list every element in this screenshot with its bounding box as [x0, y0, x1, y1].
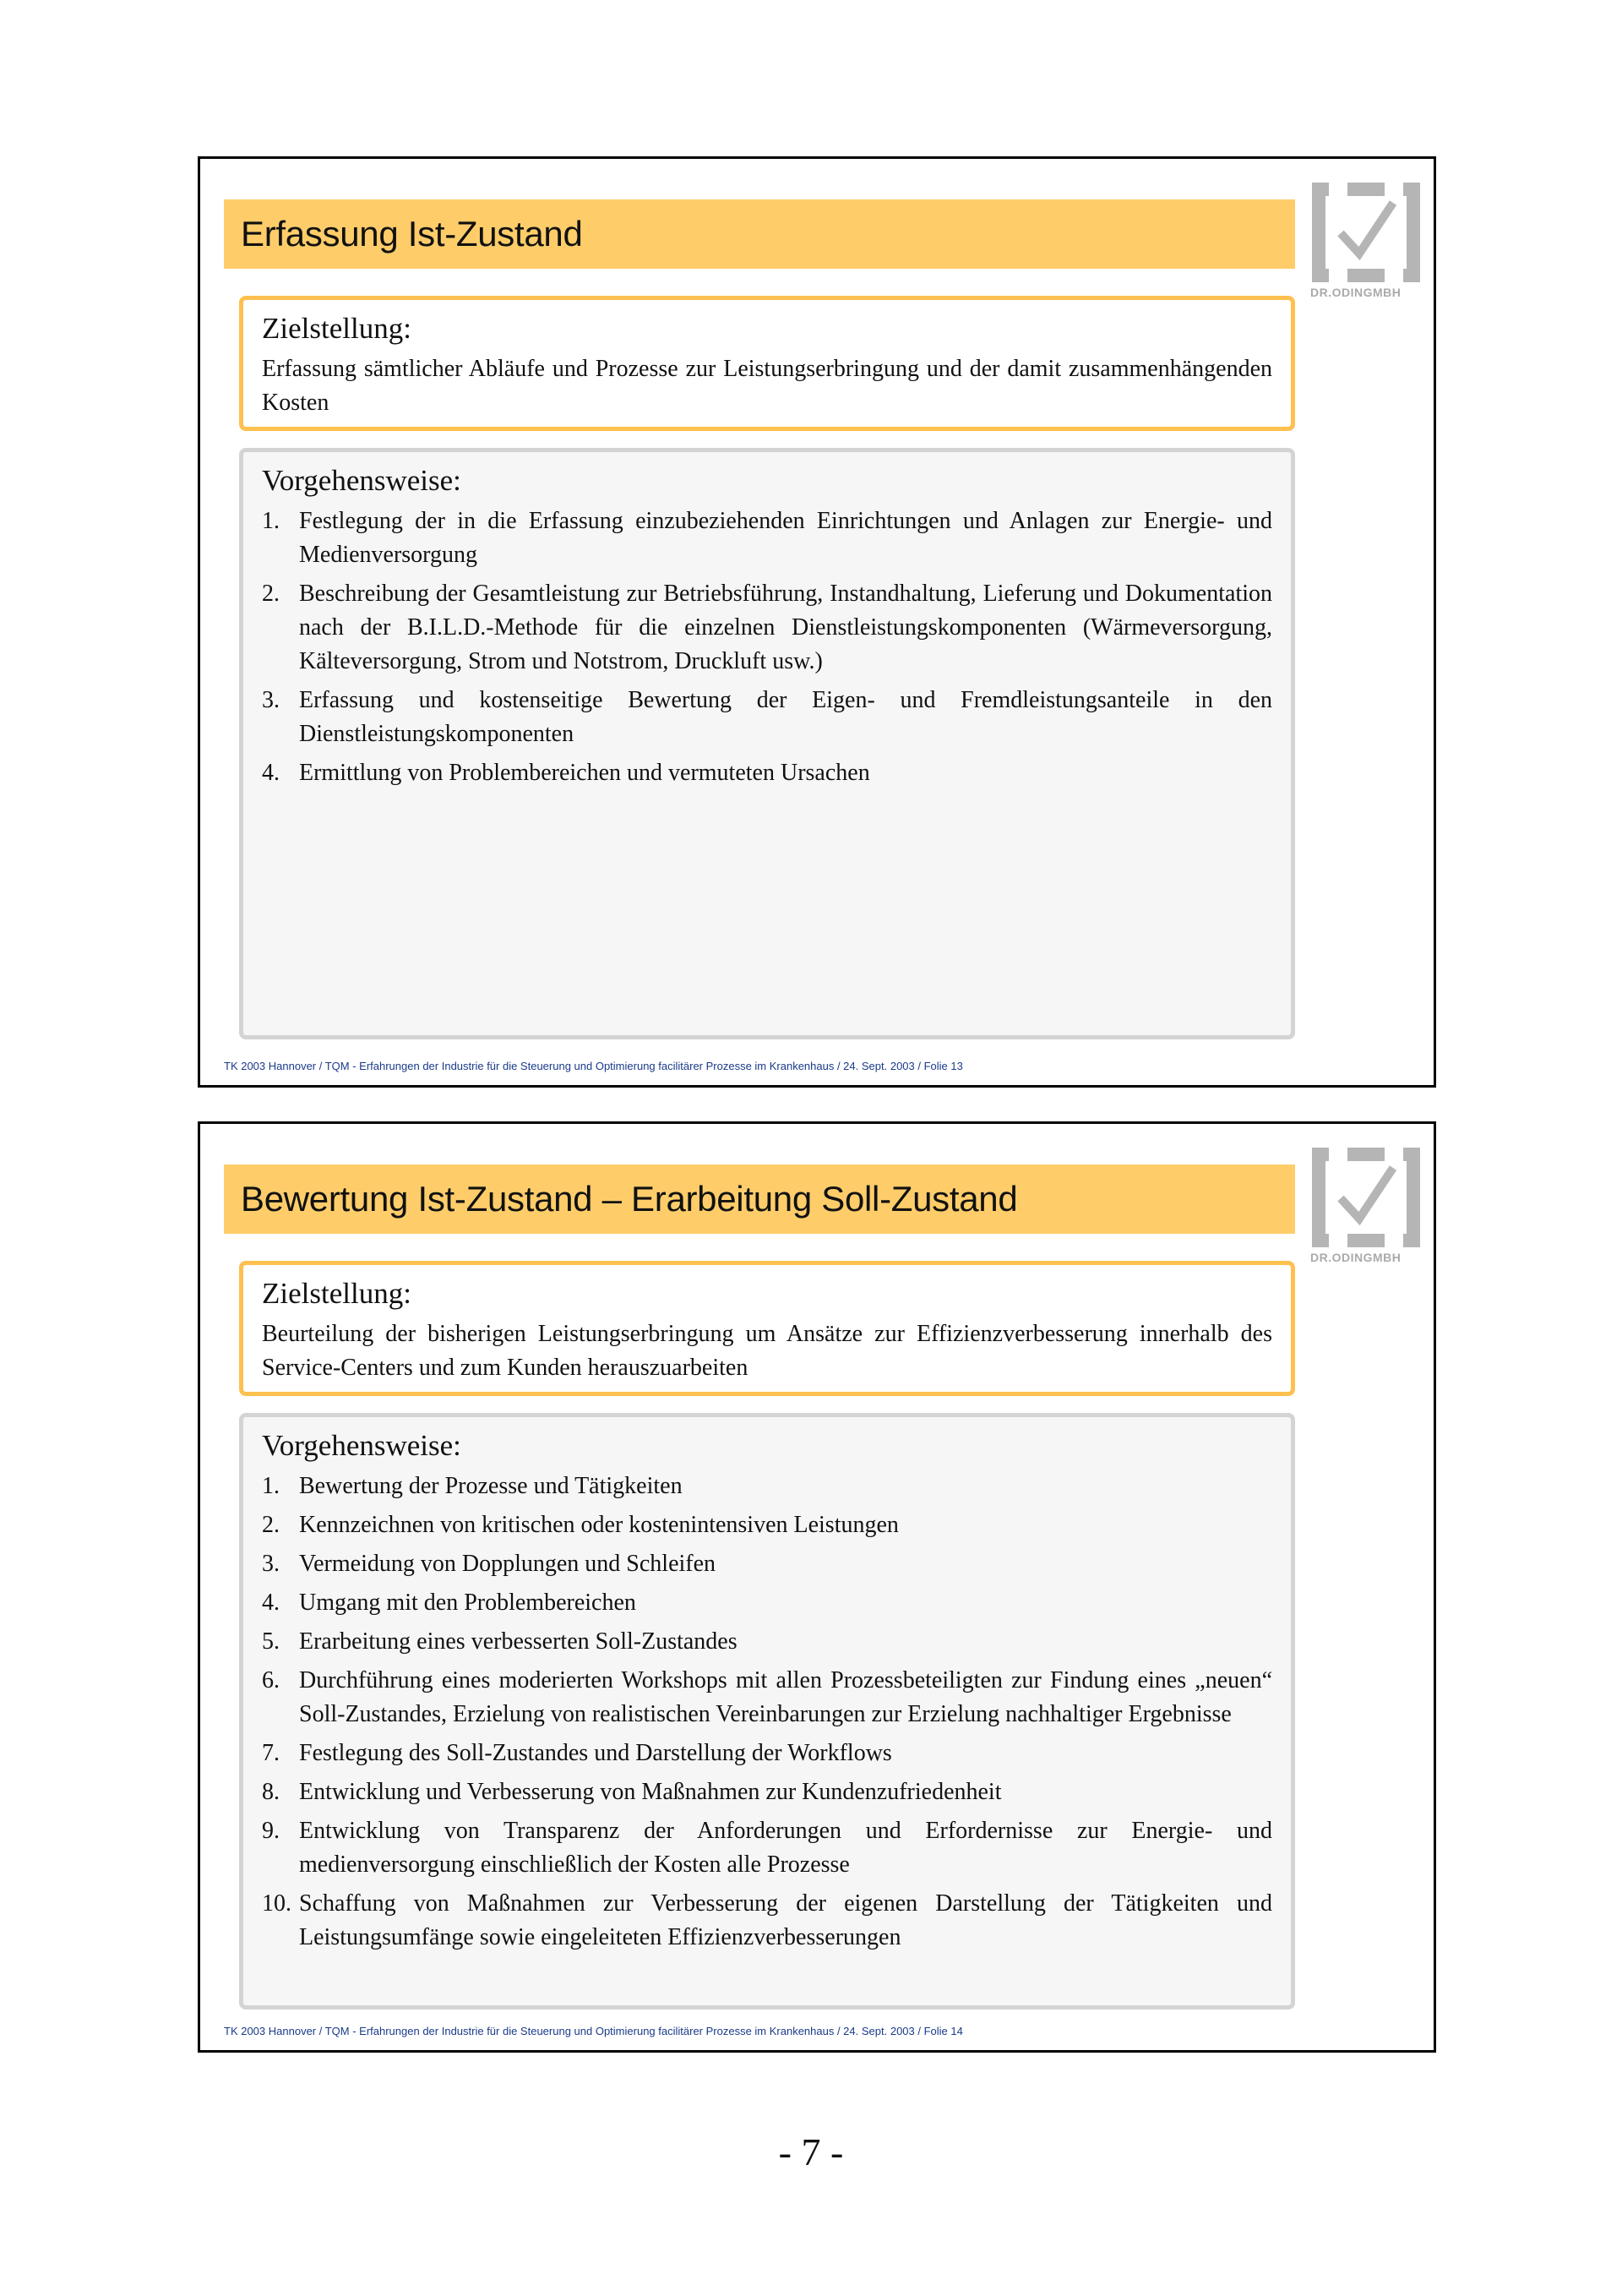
- company-logo: [1310, 1148, 1423, 1264]
- zielstellung-text: Erfassung sämtlicher Abläufe und Prozesse zur Leistungserbringung und der damit zusammenhängenden Kosten: [262, 356, 1272, 416]
- vorgehensweise-list: [262, 1470, 1272, 1955]
- slide-folie-14: [198, 1121, 1436, 2053]
- slide-footer: TK 2003 Hannover / TQM - Erfahrungen der Industrie für die Steuerung und Optimierung facilitärer Prozesse im Krankenhaus / 24. Sept. 2003 / Folie 14: [224, 2025, 963, 2037]
- list-item: 5. Erarbeitung eines verbesserten Soll-Zustandes: [262, 1628, 738, 1655]
- vorgehensweise-heading: Vorgehensweise:: [262, 1429, 461, 1462]
- logo-text: DR.ODINGMBH: [1310, 1251, 1402, 1264]
- list-item: 1. Bewertung der Prozesse und Tätigkeiten: [262, 1473, 683, 1499]
- zielstellung-box: [239, 296, 1295, 431]
- slide-title: Erfassung Ist-Zustand: [224, 199, 1295, 269]
- zielstellung-text: Beurteilung der bisherigen Leistungserbringung um Ansätze zur Effizienzverbesserung innerhalb des Service-Centers und zum Kunden herauszuarbeiten: [262, 1321, 1272, 1381]
- vorgehensweise-box: [239, 1413, 1295, 2010]
- list-item: 6. Durchführung eines moderierten Workshops mit allen Prozessbeteiligten zur Findung eines „neuen“ Soll-Zustandes, Erzielung von realistischen Vereinbarungen zur Erzielung nachhaltiger Ergebnisse: [262, 1667, 1272, 1727]
- vorgehensweise-heading: Vorgehensweise:: [262, 464, 461, 497]
- list-item: 4. Ermittlung von Problembereichen und vermuteten Ursachen: [262, 760, 870, 786]
- checkmark-logo-icon: [1312, 183, 1420, 282]
- list-item: 10. Schaffung von Maßnahmen zur Verbesserung der eigenen Darstellung der Tätigkeiten und Leistungsumfänge sowie eingeleiteten Effizienzverbesserungen: [262, 1890, 1272, 1950]
- list-item: 7. Festlegung des Soll-Zustandes und Darstellung der Workflows: [262, 1740, 892, 1766]
- list-item: 9. Entwicklung von Transparenz der Anforderungen und Erfordernisse zur Energie- und medienversorgung einschließlich der Kosten alle Prozesse: [262, 1818, 1272, 1878]
- list-item: 3. Erfassung und kostenseitige Bewertung der Eigen- und Fremdleistungsanteile in den Dienstleistungskomponenten: [262, 687, 1272, 747]
- slide-title: Bewertung Ist-Zustand – Erarbeitung Soll-Zustand: [224, 1164, 1295, 1234]
- zielstellung-heading: Zielstellung:: [262, 312, 411, 345]
- zielstellung-box: [239, 1261, 1295, 1396]
- checkmark-logo-icon: [1312, 1148, 1420, 1247]
- list-item: 8. Entwicklung und Verbesserung von Maßnahmen zur Kundenzufriedenheit: [262, 1779, 1002, 1805]
- slide-folie-13: [198, 156, 1436, 1088]
- company-logo: [1310, 183, 1423, 299]
- slide-footer: TK 2003 Hannover / TQM - Erfahrungen der Industrie für die Steuerung und Optimierung facilitärer Prozesse im Krankenhaus / 24. Sept. 2003 / Folie 13: [224, 1060, 963, 1072]
- vorgehensweise-box: [239, 448, 1295, 1039]
- vorgehensweise-list: [262, 504, 1272, 790]
- zielstellung-heading: Zielstellung:: [262, 1277, 411, 1310]
- list-item: 3. Vermeidung von Dopplungen und Schleifen: [262, 1551, 716, 1577]
- logo-text: DR.ODINGMBH: [1310, 286, 1402, 299]
- list-item: 1. Festlegung der in die Erfassung einzubeziehenden Einrichtungen und Anlagen zur Energie- und Medienversorgung: [262, 508, 1272, 568]
- list-item: 4. Umgang mit den Problembereichen: [262, 1590, 636, 1616]
- list-item: 2. Beschreibung der Gesamtleistung zur Betriebsführung, Instandhaltung, Lieferung und Dokumentation nach der B.I.L.D.-Methode für die einzelnen Dienstleistungskomponenten (Wärmeversorgung, Kälteversorgung, Strom und Notstrom, Druckluft usw.): [262, 581, 1272, 674]
- page-number: - 7 -: [778, 2130, 844, 2173]
- list-item: 2. Kennzeichnen von kritischen oder kostenintensiven Leistungen: [262, 1512, 899, 1538]
